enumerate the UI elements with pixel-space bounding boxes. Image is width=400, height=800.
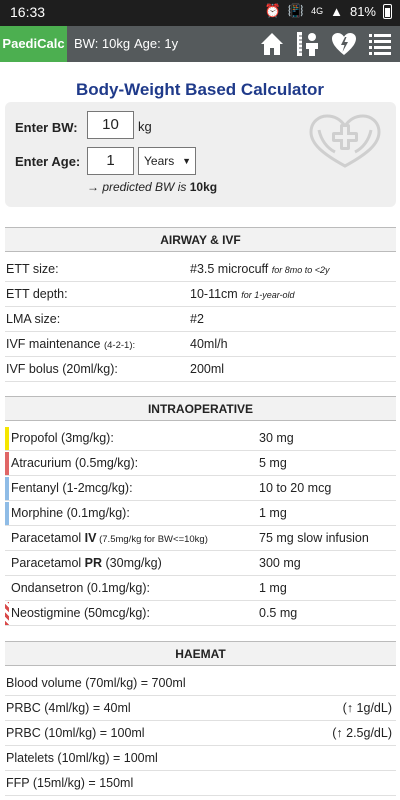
row-label: PRBC (4ml/kg) = 40ml xyxy=(6,701,131,715)
status-bar xyxy=(0,0,400,26)
network-label: 4G xyxy=(311,6,324,16)
section-airway-ivf: AIRWAY & IVF xyxy=(5,227,396,252)
age-unit-selected: Years xyxy=(144,154,175,168)
row-label: Morphine (0.1mg/kg): xyxy=(11,506,130,520)
table-row xyxy=(5,721,396,746)
app-brand[interactable]: PaediCalc xyxy=(0,26,67,62)
predicted-bw-prefix: → predicted BW is xyxy=(87,180,187,194)
table-row xyxy=(5,426,396,451)
table-row xyxy=(5,451,396,476)
section-intraoperative: INTRAOPERATIVE xyxy=(5,396,396,421)
table-row xyxy=(5,501,396,526)
home-icon[interactable] xyxy=(258,30,286,58)
drug-color-bar xyxy=(5,602,9,625)
row-label: Paracetamol IV (7.5mg/kg for BW<=10kg) xyxy=(11,531,208,545)
row-effect: (↑ 1g/dL) xyxy=(342,701,392,715)
row-label: Propofol (3mg/kg): xyxy=(11,431,114,445)
table-row xyxy=(5,671,396,696)
status-icons xyxy=(265,3,392,19)
row-value: 5 mg xyxy=(259,456,287,470)
appbar-age: Age: 1y xyxy=(134,36,179,51)
row-label: Neostigmine (50mcg/kg): xyxy=(11,606,150,620)
battery-percent: 81% xyxy=(349,3,376,19)
row-value: 10 to 20 mcg xyxy=(259,481,332,495)
app-bar xyxy=(0,26,400,62)
row-label: LMA size: xyxy=(6,312,61,326)
app-logo-icon xyxy=(305,110,385,172)
appbar-nav xyxy=(258,30,394,58)
row-value: 30 mg xyxy=(259,431,294,445)
row-effect: (↑ 2.5g/dL) xyxy=(332,726,392,740)
row-value: 75 mg slow infusion xyxy=(259,531,369,545)
age-label: Enter Age: xyxy=(15,154,81,169)
row-label: IVF bolus (20ml/kg): xyxy=(6,362,118,376)
row-value: 40ml/h xyxy=(190,337,228,351)
table-row xyxy=(5,357,396,382)
row-value: 1 mg xyxy=(259,506,287,520)
row-value: #2 xyxy=(190,312,204,326)
status-time: 16:33 xyxy=(10,4,46,20)
age-input[interactable]: 1 xyxy=(87,147,134,175)
dropdown-caret-icon: ▼ xyxy=(182,156,191,166)
section-haemat: HAEMAT xyxy=(5,641,396,666)
bw-unit: kg xyxy=(138,119,152,134)
row-label: Platelets (10ml/kg) = 100ml xyxy=(6,751,158,765)
bw-label: Enter BW: xyxy=(15,120,78,135)
row-label: Paracetamol PR (30mg/kg) xyxy=(11,556,162,570)
predicted-bw-value: 10kg xyxy=(189,180,218,194)
input-panel xyxy=(5,102,396,207)
ruler-child-icon[interactable] xyxy=(294,30,322,58)
battery-icon xyxy=(383,4,392,19)
row-label: Ondansetron (0.1mg/kg): xyxy=(11,581,150,595)
table-row xyxy=(5,551,396,576)
row-value: 300 mg xyxy=(259,556,301,570)
row-label: ETT depth: xyxy=(6,287,68,301)
alarm-icon: ⏰ xyxy=(264,3,281,18)
drug-color-bar xyxy=(5,477,9,500)
vibrate-icon: 📳 xyxy=(287,3,305,18)
signal-icon: ▲ xyxy=(330,3,343,19)
table-row xyxy=(5,771,396,796)
heart-defib-icon[interactable] xyxy=(330,30,358,58)
table-row xyxy=(5,332,396,357)
row-label: ETT size: xyxy=(6,262,59,276)
row-label: FFP (15ml/kg) = 150ml xyxy=(6,776,134,790)
row-value: 1 mg xyxy=(259,581,287,595)
row-value: 0.5 mg xyxy=(259,606,298,620)
table-row xyxy=(5,526,396,551)
table-row xyxy=(5,601,396,626)
drug-color-bar xyxy=(5,452,9,475)
table-row xyxy=(5,476,396,501)
appbar-bw: BW: 10kg xyxy=(74,36,131,51)
drug-color-bar xyxy=(5,427,9,450)
row-value: 200ml xyxy=(190,362,225,376)
table-row xyxy=(5,307,396,332)
age-unit-select[interactable] xyxy=(138,147,196,175)
table-row xyxy=(5,746,396,771)
row-label: IVF maintenance (4-2-1): xyxy=(6,337,136,351)
table-row xyxy=(5,696,396,721)
table-row xyxy=(5,282,396,307)
table-row xyxy=(5,257,396,282)
row-label: Fentanyl (1-2mcg/kg): xyxy=(11,481,133,495)
predicted-bw xyxy=(87,180,217,194)
calculator-title: Body-Weight Based Calculator xyxy=(75,80,325,99)
menu-icon[interactable] xyxy=(366,30,394,58)
row-value: 10-11cm for 1-year-old xyxy=(190,287,295,301)
bw-input[interactable]: 10 xyxy=(87,111,134,139)
row-label: PRBC (10ml/kg) = 100ml xyxy=(6,726,145,740)
row-label: Blood volume (70ml/kg) = 700ml xyxy=(6,676,186,690)
row-label: Atracurium (0.5mg/kg): xyxy=(11,456,139,470)
drug-color-bar xyxy=(5,502,9,525)
table-row xyxy=(5,576,396,601)
row-value: #3.5 microcuff for 8mo to <2y xyxy=(190,262,330,276)
